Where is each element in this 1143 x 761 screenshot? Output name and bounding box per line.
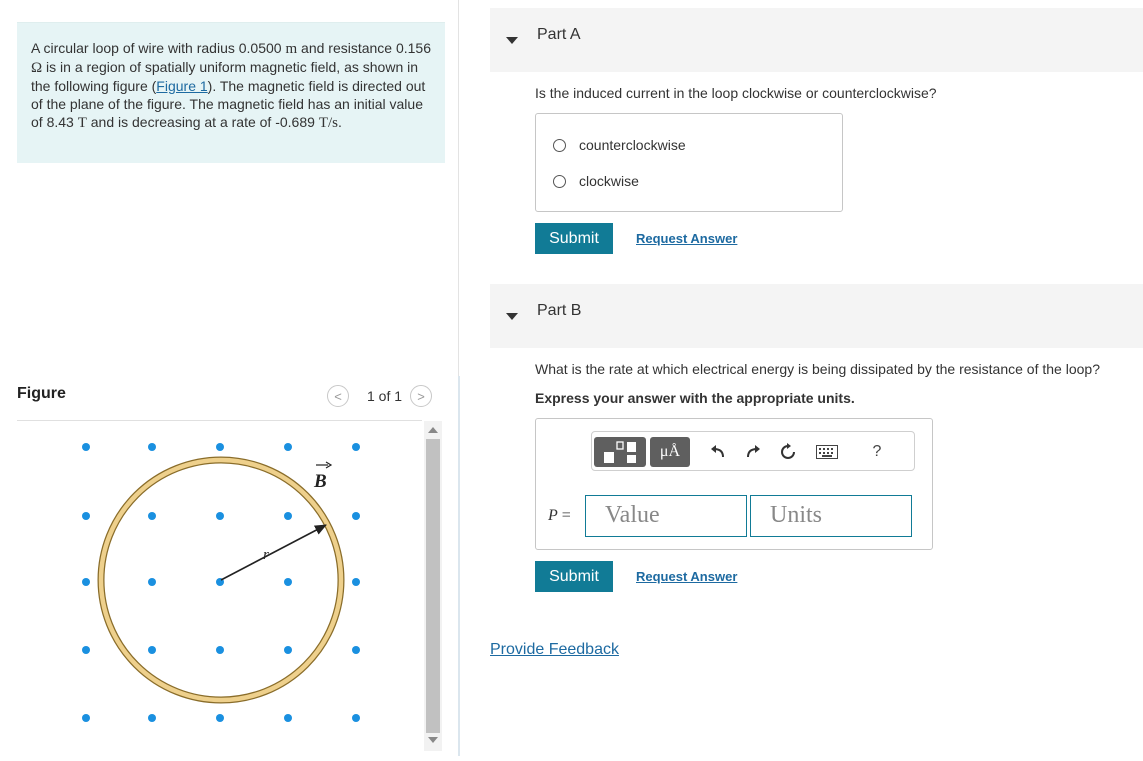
problem-text: A circular loop of wire with radius 0.0500 m and resistance 0.156 Ω is in a region of spatially uniform magnetic field, as shown in the following figure (Figure 1). The magnetic field is directed out of the plane of the figure. The magnetic field has an initial value of 8.43 T and is decreasing at a rate of -0.689 T/s. — [31, 40, 432, 131]
templates-button[interactable] — [594, 437, 646, 467]
template-icon — [594, 437, 646, 467]
choice-clockwise[interactable]: clockwise — [553, 173, 639, 189]
radius-label: r — [263, 547, 269, 563]
part-a-header[interactable] — [490, 8, 1143, 72]
collapse-triangle-icon[interactable] — [506, 313, 518, 320]
variable-label: P = — [548, 507, 571, 524]
figure-pane-edge — [458, 376, 460, 756]
field-dot — [352, 714, 360, 722]
redo-icon[interactable] — [742, 441, 764, 463]
part-b-title: Part B — [537, 302, 582, 319]
provide-feedback-link[interactable]: Provide Feedback — [490, 641, 619, 658]
scroll-up-icon[interactable] — [428, 427, 438, 433]
field-dot — [82, 646, 90, 654]
choice-counterclockwise[interactable]: counterclockwise — [553, 137, 686, 153]
part-b-submit-button[interactable]: Submit — [535, 561, 613, 592]
next-figure-button[interactable]: > — [410, 385, 432, 407]
field-dot — [352, 578, 360, 586]
field-dot — [148, 646, 156, 654]
radius-arrow — [221, 525, 326, 580]
answer-choices — [535, 113, 843, 212]
field-dot — [352, 443, 360, 451]
field-dot — [216, 512, 224, 520]
part-a-title: Part A — [537, 26, 581, 43]
part-a-request-answer[interactable]: Request Answer — [636, 231, 738, 246]
undo-icon[interactable] — [707, 441, 729, 463]
value-input[interactable]: Value — [585, 495, 747, 537]
figure-pager — [327, 385, 432, 407]
part-b-request-answer[interactable]: Request Answer — [636, 569, 738, 584]
problem-statement — [17, 22, 445, 163]
reset-icon[interactable] — [777, 441, 799, 463]
field-dot — [148, 578, 156, 586]
field-dot — [216, 443, 224, 451]
field-dot — [216, 646, 224, 654]
field-dot — [82, 578, 90, 586]
scroll-thumb[interactable] — [426, 439, 440, 733]
field-dot — [284, 512, 292, 520]
radio-icon[interactable] — [553, 175, 566, 188]
field-dot — [284, 646, 292, 654]
field-dot — [216, 714, 224, 722]
field-dot — [148, 443, 156, 451]
field-dot — [82, 512, 90, 520]
keyboard-icon[interactable] — [816, 441, 838, 463]
figure-heading: Figure — [17, 385, 66, 402]
units-input[interactable]: Units — [750, 495, 912, 537]
field-dot — [352, 512, 360, 520]
help-icon[interactable]: ? — [872, 443, 882, 460]
field-dot — [284, 714, 292, 722]
field-dot — [148, 512, 156, 520]
pane-divider — [458, 0, 459, 376]
field-dot — [352, 646, 360, 654]
figure-link[interactable]: Figure 1 — [156, 78, 208, 94]
part-a-question: Is the induced current in the loop clockwise or counterclockwise? — [535, 85, 937, 101]
part-b-question: What is the rate at which electrical energy is being dissipated by the resistance of the loop? — [535, 361, 1100, 377]
magnetic-field-figure — [17, 421, 422, 756]
field-dot — [284, 578, 292, 586]
part-a-submit-button[interactable]: Submit — [535, 223, 613, 254]
field-label: B — [314, 471, 327, 492]
prev-figure-button[interactable]: < — [327, 385, 349, 407]
part-b-header[interactable] — [490, 284, 1143, 348]
figure-panel — [17, 421, 422, 756]
part-b-instruction: Express your answer with the appropriate units. — [535, 390, 855, 406]
field-dot — [82, 714, 90, 722]
math-toolbar — [591, 431, 915, 471]
figure-scrollbar[interactable] — [424, 421, 442, 751]
left-pane — [0, 0, 458, 756]
field-dot — [148, 714, 156, 722]
answer-entry-box — [535, 418, 933, 550]
figure-page-count: 1 of 1 — [367, 388, 403, 404]
field-dot — [82, 443, 90, 451]
units-button[interactable]: μÅ — [650, 437, 690, 467]
radio-icon[interactable] — [553, 139, 566, 152]
collapse-triangle-icon[interactable] — [506, 37, 518, 44]
field-dot — [284, 443, 292, 451]
scroll-down-icon[interactable] — [428, 737, 438, 743]
